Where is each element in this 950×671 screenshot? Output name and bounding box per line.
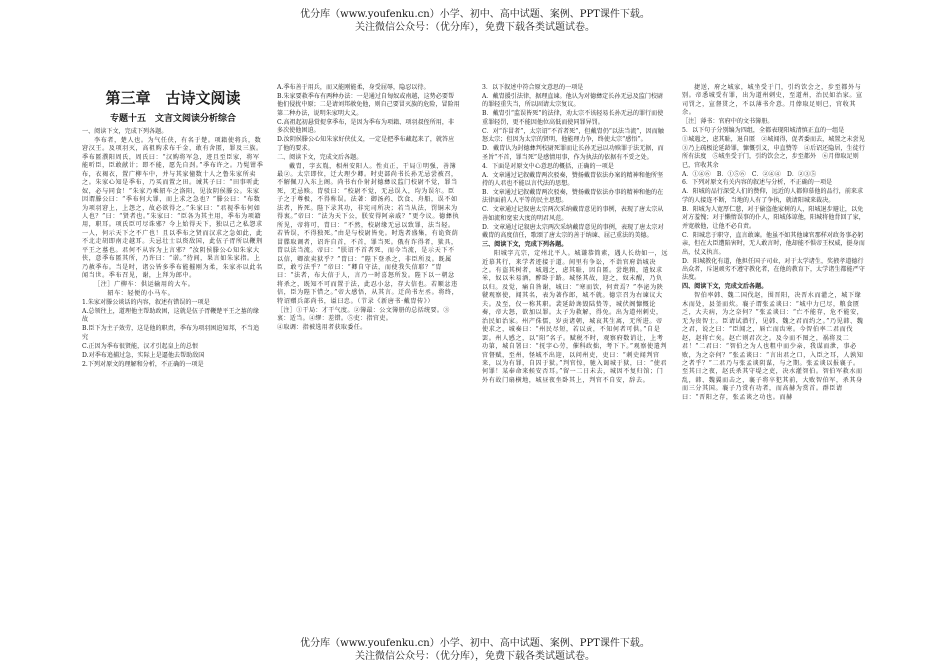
chapter-title: 第三章 古诗文阅读 <box>105 89 241 107</box>
answer-choices: A．①④⑥ B．①⑤⑥ C．②④④ D．②③⑤ <box>682 170 817 178</box>
passage-text: 戴胄，字玄胤，相州安阳人。性贞正，干局①明强，善簿最②。太宗即位，迁大理少卿。时吏部尚书长孙无忌尝被召，不解佩刀入东上阁。尚书右仆射封德彝议监门校尉不觉，罪当死，无忌赎。胄驳曰：“校尉不觉，无忌误入，均为误尔。臣子之于尊极，不得称误。法著：御汤药、饮食、舟船，误不如法者，皆死。陛下录其功，非宪司所决；若当从法，罚铜未为得衷。”帝曰：“法为天下公，朕安得阿亲戚？”更令议。德彝执所见，帝将可，胄曰：“不然，校尉缘无忌以致罪，法当轻。若皆误，不得独死。”由是与校尉皆免。时选者盛集，有诡资荫冒牒取调者，诏许自首，不首，罪当死。俄有诈得者，狱具，胄以法当流。帝曰：“朕诏不首者死，而今当流，是示天下不以信，卿欲卖狱乎？”胄曰：“陛下登杀之，非臣所及。既属臣，敢亏法乎？”帝曰：“卿自守法，而使我失信耶？”胄曰：“法者，布大信于人，言乃一时喜怒所发。陛下以一朝忿将杀之，既知不可而置于法，此忍小忿，存大信也。若顺忿违信，臣为陛下惜之。”帝大感悟，从其言。迁尚书左丞。将终，特诏赠兵部尚书，谥曰忠。（节录《新唐书·戴胄传》） <box>277 162 460 305</box>
header-line-2: 关注微信公众号：（优分库），免费下载各类试题试卷。 <box>355 22 595 33</box>
option: B．文章通过记叙戴胄两次驳奏，赞扬戴胄依法办事的精神和他的在法律面前人人平等的民主思想。 <box>482 188 664 205</box>
passage-note: ［注］薄书：官府中的文书簿册。 <box>682 118 774 126</box>
question-5: 5．以下句子分别编为四组，全都表现阳城清慎正直的一组是 <box>682 127 845 135</box>
option: C.正因为季布很贤能，汉才引起皇上的总恨 <box>82 342 199 350</box>
option: C.高祖起初悬赏捉拿季布，是因为季布为项籍、项羽叔侄所用，非多次使他困迫。 <box>277 118 455 135</box>
passage-note: 轺车：轻便的小马车。 <box>94 290 175 298</box>
topic-title: 专题十五 文言文阅读分析综合 <box>109 114 236 124</box>
question-2: 2.下列对原文的理解和分析，不正确的一项是 <box>82 360 204 368</box>
column-4 <box>682 84 871 403</box>
footer-line-1: 优分库（www.youfenku.cn）小学、初中、高中试题、案例、PPT课件下载。 <box>300 638 650 649</box>
section-heading: 四、阅读下文，完成文后各题。 <box>682 283 768 291</box>
question-4: 4．下面是对原文中心意思的概括，正确的一项是 <box>482 162 614 170</box>
question-6: 6．下列对原文有关内容的叙述与分析，不正确的一项是 <box>682 179 833 187</box>
option: B．戴胄引“监误皆死”的法律，劝太宗不该轻易长孙无忌的罪行而使重罪轻罚，更不能因他位高低而使同罪异罚。 <box>482 110 664 126</box>
option: A．文章通过记叙戴胄两次驳奏，赞扬戴胄依法办案的精神和他所坚持的人君也不能以言代法的思想。 <box>482 171 664 187</box>
footer-line-2: 关注微信公众号：（优分库），免费下载各类试题试卷。 <box>355 651 595 662</box>
option: B．阳城为人宽厚仁慈，对于偷盗他家树的人，阳城退步避让，以免对方羞愧；对于懒惰误事的仆人，阳城体谅他，阳城将他背回了家，并宽赦他，让他不必自责。 <box>682 205 865 230</box>
option: D．文章通过记叙唐太宗两次采纳戴胄意见的事例，表现了唐太宗对戴胄的高度信任，歌颂了唐太宗的善于纳谏、屈己重法的美德。 <box>482 223 664 240</box>
option: A.季布善于用兵，而又能刚能柔，身受屈辱，隐忍以待。 <box>277 84 430 91</box>
passage-text: 李布者，楚人也。为气任侠，有名于楚。项籍使将兵，数窘汉王。及项羽灭，高祖购求布千金，敢有舍匿，罪及三族。季布匿濮阳周氏，周氏曰：“汉购将军急，迹且至臣家，将军能听臣，臣敢献计；即不能，愿先自刭。”季布许之。乃髡钳季布，衣褐衣，置广柳车中，并与其家僮数十人之鲁朱家所卖之。朱家心知是季布，乃买而置之田。诫其子曰：“田事听此奴，必与同食！”朱家乃乘轺车之洛阳，见汝阴侯滕公。朱家因谓滕公曰：“季布何大罪，而上求之急也？”滕公曰：“布数为项羽窘上，上怨之，故必欲得之。”朱家曰：“君视季布何如人也？”曰：“贤者也。”朱家曰：“臣各为其主用，季布为项籍用，职耳。项氏臣可尽诛邪？今上始得天下，独以己之私怨求一人，何示天下之不广也！且以季布之贤而汉求之急如此，此不北走胡即南走越耳。夫忌壮士以资敌国，此伍子胥所以鞭荆平王之墓也。君何不从容为上言邪？”汝阴侯滕公心知朱家大侠，意季布匿其所，乃许曰：“诺。”待间，果言如朱家指。上乃赦季布。当是时，诸公皆多季布能摧刚为柔，朱家亦以此名闻当世。季布召见，谢，上拜为郎中。 <box>82 136 264 280</box>
passage-note: ④取调：指被选用者获取委任。 <box>277 324 367 332</box>
option: D．戴胄认为封德彝判校尉死罪而让长孙无忌以功赎罪于法无据，而圣旨“不首，罪当死”是感情用事，作为执法的依据有不妥之处。 <box>482 145 664 161</box>
section-heading: 二、阅读下文，完成文后各题。 <box>277 153 363 161</box>
option: C．文章通过记叙唐太宗两次采纳戴胄意见的事例，表现了唐太宗从善如流和宽宏大度的明君风范。 <box>482 206 664 222</box>
page-header <box>0 8 950 34</box>
passage-text: 智伯率韩、魏二国伐赵，围晋阳，决晋水而灌之，城下缘木而处，县釜而炊。襄子谓张孟谈曰：“城中力已尽，粮食匮乏，大夫病，为之奈何？”张孟谈曰：“亡不能存，危不能安，无为贵智士。臣请试潜行，见韩、魏之君而约之。”乃见韩、魏之君，说之曰：“臣闻之，唇亡而齿寒。今智伯率二君而伐赵，赵将亡矣。赵亡则君次之。及今而不图之，祸将及二君！”二君曰：“智伯之为人也粗中而少亲，我谋而泄，事必败，为之奈何？”张孟谈曰：“言出君之口，入臣之耳，人孰知之者乎？”二君乃与张孟谈阴谋，与之期。张孟谈以报襄子。至其日之夜，赵氏杀其守堤之吏，决水灌智伯。智伯军救水而乱，韩、魏翼而击之，襄子将卒犯其前，大败智伯军，杀其身而三分其国。襄子乃赏有功者，而高赫为赏首。群臣请曰：“晋阳之存，张孟谈之功也。而赫 <box>682 292 864 401</box>
option: B.臣下为主子效劳，这是他的职责，季布为项羽困迫知邦，不当追究 <box>82 325 260 341</box>
option: A．戴胄援引法律，据理直谏。他认为对德彝定长孙无忌及监门校尉的罪轻重失当，所以固请太宗复议。 <box>482 92 664 109</box>
column-3 <box>482 84 669 386</box>
page-footer <box>0 637 950 663</box>
option: D.对季布追捕过急，实际上是逼他去帮助敌国 <box>82 351 205 359</box>
header-line-1: 优分库（www.youfenku.cn）小学、初中、高中试题、案例、PPT课件下载。 <box>300 9 650 20</box>
passage-text: 捷送，府之城家，城坐受于门，引约饮会之，步至都外与别。帝悉城受有罪，出为道州刺史，至道州，治民如治家。宣司罚之，宣督贯之，不以薄书介意。月俸取足则已，官收其余。 <box>682 84 863 117</box>
section-heading: 一、阅读下文，完成下列各题。 <box>82 128 168 135</box>
option: B.朱家要救季布有两种办法：一是通过自匈奴或南越，这势必要帮他们侵扰中原；二是请刘邦赦免他，则自己要冒灭族的危险，冒险用第二种办法，说明朱家明大义。 <box>277 92 460 117</box>
question-items: ①城遇之，虑其耻，退自匿 ②城闻得，促者委而去，城置之未尝见 ③乃上疏极论延龄罪，慷慨引义，申直赞等 ④后诏还隐居，生徒行所有法度 ⑤城坐受于门，引约饮会之，步至都外 ⑥月俸取足则已，官收其余 <box>682 136 871 169</box>
column-1 <box>82 80 264 370</box>
passage-note: ［注］广柳车：供运输用的大车。 <box>94 281 195 289</box>
option: D.汝阴侯滕公心知朱家好侠仗义，一定是把季布藏起来了，就答应了他的要求。 <box>277 136 455 152</box>
option: D．阳城教化有道，他担任国子司业，对于太学诸生，奖掖孝道德行出众者，斥退顽劣不遵守教化者，在他的教育下，太学诸生都能严守法度。 <box>682 257 865 282</box>
option: A.总领往上，道理他主帮助政困，这就是伍子胥鞭楚平王之墓的缘故 <box>82 308 259 324</box>
column-2 <box>277 84 460 333</box>
option: A．阳城的品行深受人们的赞仰，远近的人都仰慕他的品行，前来求学的人接连不断，当地的人有了争执，就请阳城来裁决。 <box>682 188 864 204</box>
passage-text: 阳城字亢宗，定州北平人。城谦恭简素，遇人长幼如一，远近慕其行，来学者迹接于道。间里有争讼，不诣官府诣城决之。有盗其树者，城遇之，虑其耻，因自匿。尝绝粮，遣奴求米，奴以米易酒，醉卧于路。城怪其故，迎之，奴未醒，乃负以归。及觉，痛自咎谢，城曰：“寒而饮，何责焉？”李泌为陕虢观察使，闻其名，表为著作郎，城不就。德宗召为右谏议大夫。及至，仅一称其职。裴延龄谗毁陆贽等，城伏阁慷慨论奏，帝大怒，欲加以罪。太子为救解，得免。出为道州刺史，治民如治家。州产侏儒，岁贡诸朝，城哀其生离，无所进。帝使求之，城奏曰：“州民尽短，若以贡，不知何者可供。”自是罢。州人感之，以“阳”名子。赋税不时，观察府数诮让，上考功第，城自署曰：“抚字心劳，催科政拙，考下下。”观察使遣判官督赋，至州，怪城不出迎，以问州吏，吏曰：“刺史闻判官来，以为有罪，自囚于狱。”判官惊，驰入谒城于狱，曰：“使君何罪！某奉命来候安否耳。”留一二日未去，城因不复归馆；门外有故门扇横地，城昼夜坐卧其上，判官不自安，辞去。 <box>482 250 669 384</box>
question-3: 3．以下叙述中符合原文意思的一项是 <box>482 84 584 91</box>
question-1: 1.朱家对滕公谈话的内容，叙述有错误的一项是 <box>82 299 210 307</box>
option: C．对“诈冒者”，太宗诏“不首者死”，但戴胄仍“以法当流”，因而触怒太宗；但因为太宗的贤明，他能理力争，终使太宗“感悟”。 <box>482 127 664 144</box>
passage-note: ［注］①干局：才干气度。②簿最：公文簿册的总括统要。③衷：适当。④缪：差错。⑤吏：指官吏。 <box>277 306 450 323</box>
section-heading: 三、阅读下文，完成下列各题。 <box>482 241 568 249</box>
option: C．阳城忠于职守，直言敢谏。他虽不如其他谏官那样对政务事必躬亲，但在大臣遭陷害时，无人敢言时，他却能不惧帝王权威，挺身而出，仗义执言。 <box>682 231 865 256</box>
